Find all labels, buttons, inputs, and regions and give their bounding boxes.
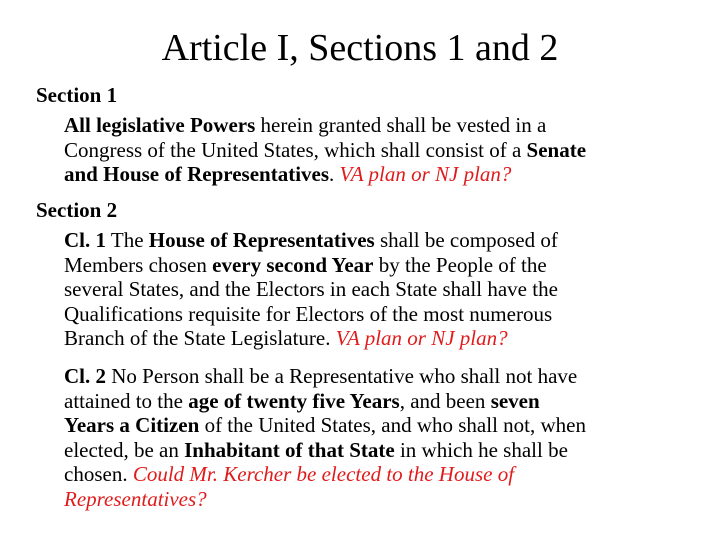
bold-phrase: Senate [526, 137, 587, 162]
bold-phrase: House of Representatives [148, 228, 375, 252]
text-run: in which he shall be [394, 437, 568, 462]
text-run: herein granted shall be vested in a [255, 113, 547, 137]
section-1-line [64, 113, 704, 138]
clause-1-line [64, 253, 704, 278]
clause-1-line [64, 326, 704, 351]
text-run: , and been [399, 388, 491, 413]
text-run: chosen. [64, 462, 133, 486]
bold-phrase: Inhabitant of that State [184, 437, 395, 462]
clause-1-text [64, 228, 704, 351]
clause-1-line: Qualifications requisite for Electors of the most numerous [64, 301, 553, 326]
slide-title: Article I, Sections 1 and 2 [161, 27, 559, 69]
clause-2-line [64, 364, 704, 389]
clause-1-line [64, 228, 704, 253]
text-run: of the United States, and who shall not, when [199, 413, 586, 437]
text-run: Branch of the State Legislature. [64, 326, 336, 350]
clause-2-line [64, 389, 704, 414]
bold-phrase: Years a Citizen [64, 413, 200, 437]
text-run: shall be composed of [374, 228, 558, 252]
question-annotation: Representatives? [64, 486, 207, 511]
clause-2-line [64, 438, 704, 463]
text-run: The [106, 228, 149, 252]
clause-2-line [64, 462, 704, 487]
bold-phrase: every second Year [212, 252, 374, 277]
question-annotation: VA plan or NJ plan? [335, 326, 508, 350]
bold-phrase: All legislative Powers [64, 113, 256, 137]
clause-label: Cl. 2 [64, 364, 106, 388]
clause-2-line [64, 413, 704, 438]
bold-phrase: seven [490, 388, 540, 413]
text-run: elected, be an [64, 437, 185, 462]
text-run: attained to the [64, 388, 189, 413]
text-run: Congress of the United States, which shall consist of a [64, 137, 527, 162]
clause-label: Cl. 1 [64, 228, 106, 252]
section-1-line [64, 138, 704, 163]
clause-2-text [64, 364, 704, 511]
clause-2-line [64, 487, 704, 512]
bold-phrase: age of twenty five Years [188, 388, 400, 413]
bold-phrase: and House of Representatives [64, 162, 330, 186]
question-annotation: VA plan or NJ plan? [339, 162, 512, 186]
text-run: . [329, 162, 340, 186]
section-2-heading: Section 2 [36, 198, 118, 222]
question-annotation: Could Mr. Kercher be elected to the House of [132, 462, 515, 486]
section-1-text [64, 113, 704, 187]
clause-1-line: several States, and the Electors in each State shall have the [64, 277, 558, 301]
text-run: Members chosen [64, 252, 213, 277]
section-1-line [64, 162, 704, 187]
text-run: No Person shall be a Representative who shall not have [106, 364, 578, 388]
text-run: by the People of the [373, 252, 547, 277]
section-1-heading: Section 1 [36, 83, 118, 107]
